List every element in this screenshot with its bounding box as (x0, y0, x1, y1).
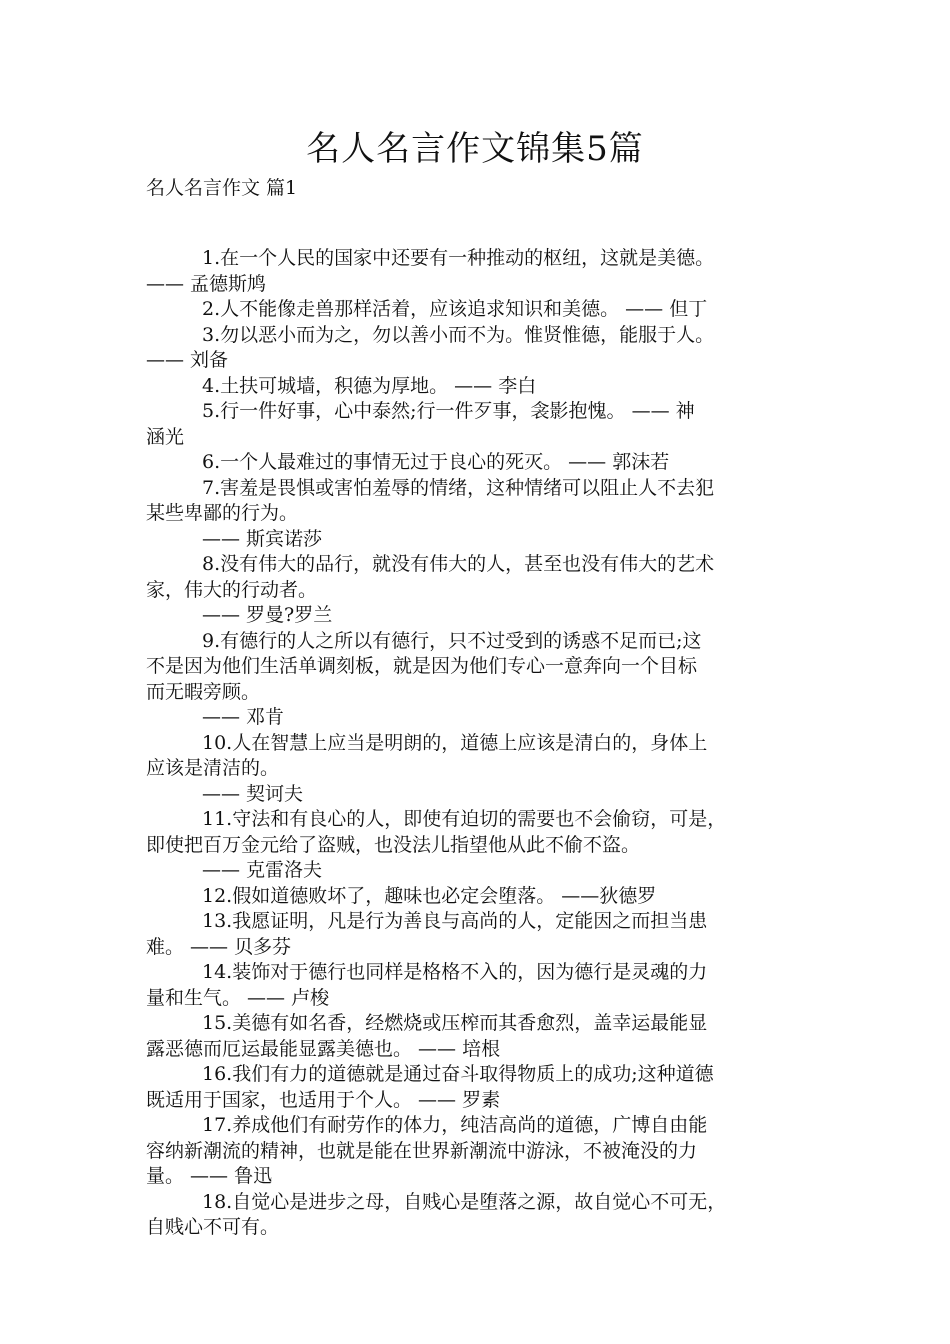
text-line: —— 邓肯 (202, 706, 285, 728)
text-line: 即使把百万金元给了盗贼，也没法儿指望他从此不偷不盗。 (146, 833, 641, 856)
text-line: 应该是清洁的。 (146, 757, 280, 779)
text-line: 容纳新潮流的精神，也就是能在世界新潮流中游泳，不被淹没的力 (146, 1139, 698, 1162)
text-line: —— 孟德斯鸠 (146, 272, 267, 295)
text-line: 量。 —— 鲁迅 (146, 1165, 273, 1187)
text-line: 自贱心不可有。 (146, 1216, 280, 1238)
document-title: 名人名言作文锦集5篇 (306, 129, 644, 169)
text-line: 家，伟大的行动者。 (146, 578, 318, 601)
text-line: 6.一个人最难过的事情无过于良心的死灭。 —— 郭沫若 (202, 451, 670, 473)
text-line: —— 刘备 (146, 349, 229, 371)
text-line: —— 克雷洛夫 (202, 859, 323, 881)
document-body (146, 246, 810, 1241)
text-line: 16.我们有力的道德就是通过奋斗取得物质上的成功;这种道德 (202, 1063, 714, 1085)
text-line: 9.有德行的人之所以有德行，只不过受到的诱惑不足而已;这 (202, 629, 702, 652)
text-line: 露恶德而厄运最能显露美德也。 —— 培根 (146, 1037, 501, 1060)
text-line: 17.养成他们有耐劳作的体力，纯洁高尚的道德，广博自由能 (202, 1114, 708, 1136)
text-line: —— 罗曼?罗兰 (202, 604, 333, 626)
text-line: 4.土扶可城墙，积德为厚地。 —— 李白 (202, 374, 537, 397)
text-line: 13.我愿证明，凡是行为善良与高尚的人，定能因之而担当患 (202, 910, 708, 932)
text-line: 7.害羞是畏惧或害怕羞辱的情绪，这种情绪可以阻止人不去犯 (202, 476, 715, 499)
text-line: 18.自觉心是进步之母，自贱心是堕落之源，故自觉心不可无， (202, 1190, 727, 1213)
section-heading: 名人名言作文 篇1 (146, 177, 298, 199)
text-line: 不是因为他们生活单调刻板，就是因为他们专心一意奔向一个目标 (146, 655, 698, 677)
text-line: 5.行一件好事，心中泰然;行一件歹事，衾影抱愧。 —— 神 (202, 400, 695, 422)
text-line: 12.假如道德败坏了，趣味也必定会堕落。 ——狄德罗 (202, 884, 657, 907)
text-line: —— 斯宾诺莎 (202, 527, 323, 550)
text-line: 11.守法和有良心的人，即使有迫切的需要也不会偷窃，可是， (202, 808, 727, 830)
text-line: 量和生气。 —— 卢梭 (146, 986, 330, 1009)
text-line: 难。 —— 贝多芬 (146, 935, 292, 958)
text-line: 某些卑鄙的行为。 (146, 502, 299, 524)
text-line: 10.人在智慧上应当是明朗的，道德上应该是清白的，身体上 (202, 731, 708, 754)
text-line: 涵光 (146, 425, 185, 448)
text-line: 2.人不能像走兽那样活着，应该追求知识和美德。 —— 但丁 (202, 298, 708, 320)
text-line: 既适用于国家，也适用于个人。 —— 罗素 (146, 1088, 501, 1111)
text-line: 15.美德有如名香，经燃烧或压榨而其香愈烈，盖幸运最能显 (202, 1012, 708, 1034)
text-line: 14.装饰对于德行也同样是格格不入的，因为德行是灵魂的力 (202, 961, 708, 983)
text-line: 1.在一个人民的国家中还要有一种推动的枢纽，这就是美德。 (202, 247, 715, 269)
text-line: —— 契诃夫 (202, 782, 304, 805)
text-line: 而无暇旁顾。 (146, 680, 261, 703)
text-line: 8.没有伟大的品行，就没有伟大的人，甚至也没有伟大的艺术 (202, 553, 715, 575)
text-line: 3.勿以恶小而为之，勿以善小而不为。惟贤惟德，能服于人。 (202, 323, 715, 346)
